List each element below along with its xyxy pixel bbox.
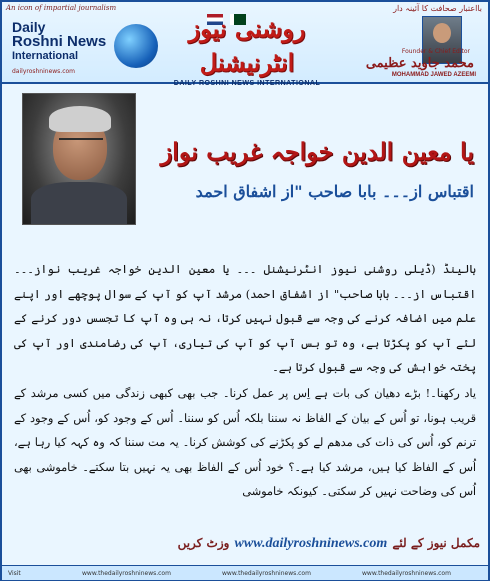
logo-international: International bbox=[12, 50, 79, 62]
tagline-left: An icon of impartial journalism bbox=[6, 4, 117, 12]
masthead-english: DAILY ROSHNI NEWS INTERNATIONAL bbox=[173, 80, 321, 87]
logo-daily: Daily bbox=[12, 19, 46, 35]
footer-prefix: مکمل نیوز کے لئے bbox=[392, 536, 480, 550]
footer-suffix: وزٹ کریں bbox=[177, 536, 230, 550]
article-title: یا معین الدین خواجہ غریب نواز bbox=[160, 137, 474, 166]
editor-role: Founder & Chief Editor bbox=[401, 48, 470, 55]
paragraph: یاد رکھنا۔! بڑے دھیان کی بات ہے اِس پر عمل کرنا۔ جب بھی کبھی زندگی میں کسی مرشد کے قریب ہونا، تو اُس کے بیان کے الفاظ نہ سننا بلکہ اُس کو سننا۔ اُس کے وجود کو، اُس کے وجود کے ترنم کو، اُس کی ذات کی مدھم لے کو پکڑنے کی کوشش کرنا۔ یہ مت سننا کہ وہ کہہ کیا رہا ہے، اُس کے الفاظ کیا ہیں، مرشد کیا ہے۔؟ خود اُس کے الفاظ بھی یہ نہیں بتا سکتے۔ خاموشی بھی اُس کی وضاحت نہیں کر سکتی۔ کیونکہ خاموشی bbox=[14, 386, 476, 499]
globe-icon bbox=[114, 24, 158, 68]
footer-url-link[interactable]: www.dailyroshninews.com bbox=[234, 536, 388, 551]
bottom-link[interactable]: www.thedailyroshninews.com bbox=[82, 570, 171, 577]
article-body bbox=[14, 258, 476, 505]
footer-visit-link[interactable] bbox=[40, 532, 480, 552]
author-photo bbox=[22, 93, 136, 225]
bottom-bar bbox=[2, 565, 488, 580]
logo-roshni: Roshni News bbox=[12, 33, 107, 50]
bottom-link[interactable]: www.thedailyroshninews.com bbox=[222, 570, 311, 577]
paragraph: ہالینڈ (ڈیلی روشنی نیوز انٹرنیشنل ۔۔۔ یا معین الدین خواجہ غریب نواز۔۔۔ اقتباس از۔۔۔ بابا صاحب" از اشفاق احمد) مرشد آپ کو آپ کے سوال پوچھے اور اپنے علم میں اضافہ کرنے کی وجہ سے قبول نہیں کرتا، نہ ہی وہ آپ کا تجسس دور کرنے کے لئے آپ کو پکڑتا ہے، وہ تو بس آپ کو آپ کی تیاری، آپ کی رضامندی اور آپ کی پختہ خواہش کی وجہ سے قبول کرتا ہے۔ bbox=[14, 263, 476, 375]
editor-name-urdu: محمد جاوید عظیمی bbox=[365, 56, 474, 71]
masthead-header bbox=[2, 2, 488, 87]
tagline-right: بااعتبار صحافت کا آئینہ دار bbox=[393, 4, 482, 13]
bottom-visit-label: Visit bbox=[8, 570, 21, 577]
masthead-urdu: روشنی نیوز انٹرنیشنل bbox=[188, 14, 306, 77]
logo-url: dailyroshninews.com bbox=[12, 68, 76, 75]
editor-name-english: MOHAMMAD JAWED AZEEMI bbox=[391, 72, 476, 78]
bottom-link[interactable]: www.thedailyroshninews.com bbox=[362, 570, 451, 577]
masthead-title bbox=[172, 12, 322, 87]
article-subtitle: اقتباس از۔۔۔ بابا صاحب "از اشفاق احمد bbox=[195, 182, 474, 201]
